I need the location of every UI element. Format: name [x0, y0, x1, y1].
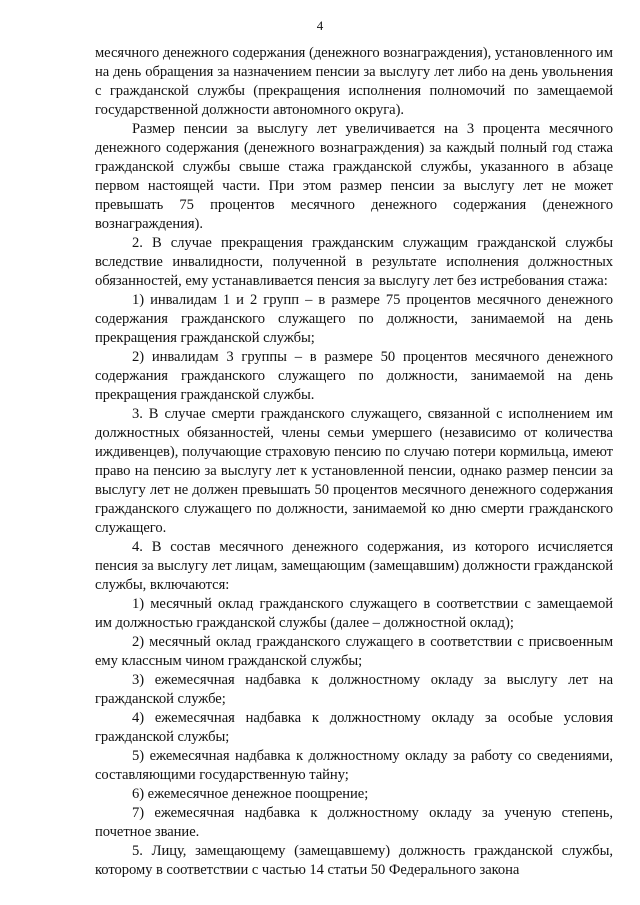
list-item-salary-5: 5) ежемесячная надбавка к должностному окладу за работу со сведениями, составляющими государственную тайну;: [95, 748, 613, 783]
paragraph-section-4: 4. В состав месячного денежного содержания, из которого исчисляется пенсия за выслугу лет лицам, замещающим (замещавшим) должности гражданской службы, включаются:: [95, 539, 613, 593]
list-item-salary-6: 6) ежемесячное денежное поощрение;: [132, 786, 369, 802]
paragraph-continuation: месячного денежного содержания (денежного вознаграждения), установленного им на день обращения за назначением пенсии за выслугу лет либо на день увольнения с гражданской службы (прекращения исполнения полномочий по замещаемой государственной должности автономного округа).: [95, 45, 613, 118]
paragraph-pension-increase: Размер пенсии за выслугу лет увеличивается на 3 процента месячного денежного содержания (денежного вознаграждения) за каждый полный год стажа гражданской службы свыше стажа гражданской службы, указанного в абзаце первом настоящей части. При этом размер пенсии за выслугу лет не может превышать 75 процентов месячного денежного содержания (денежного вознаграждения).: [95, 121, 613, 232]
document-body: [95, 44, 613, 880]
list-item-disability-groups-1-2: 1) инвалидам 1 и 2 групп – в размере 75 процентов месячного денежного содержания гражданского служащего по должности, занимаемой на день прекращения гражданской службы;: [95, 292, 613, 346]
page-number: 4: [316, 18, 324, 33]
list-item-disability-group-3: 2) инвалидам 3 группы – в размере 50 процентов месячного денежного содержания гражданского служащего по должности, занимаемой на день прекращения гражданской службы.: [95, 349, 613, 403]
paragraph-section-2: 2. В случае прекращения гражданским служащим гражданской службы вследствие инвалидности, полученной в результате исполнения должностных обязанностей, ему устанавливается пенсия за выслугу лет без истребования стажа:: [95, 235, 613, 289]
list-item-salary-4: 4) ежемесячная надбавка к должностному окладу за особые условия гражданской службы;: [95, 710, 613, 745]
list-item-salary-7: 7) ежемесячная надбавка к должностному окладу за ученую степень, почетное звание.: [95, 805, 613, 840]
paragraph-section-5: 5. Лицу, замещающему (замещавшему) должность гражданской службы, которому в соответствии с частью 14 статьи 50 Федерального закона: [95, 843, 613, 878]
paragraph-section-3: 3. В случае смерти гражданского служащего, связанной с исполнением им должностных обязанностей, члены семьи умершего (независимо от количества иждивенцев), получающие страховую пенсию по случаю потери кормильца, имеют право на пенсию за выслугу лет к установленной пенсии, однако размер пенсии за выслугу лет не должен превышать 50 процентов месячного денежного содержания гражданского служащего по должности, занимаемой ко дню смерти гражданского служащего.: [95, 406, 613, 536]
list-item-salary-3: 3) ежемесячная надбавка к должностному окладу за выслугу лет на гражданской службе;: [95, 672, 613, 707]
list-item-salary-1: 1) месячный оклад гражданского служащего в соответствии с замещаемой им должностью гражданской службы (далее – должностной оклад);: [95, 596, 613, 631]
list-item-salary-2: 2) месячный оклад гражданского служащего в соответствии с присвоенным ему классным чином гражданской службы;: [95, 634, 613, 669]
